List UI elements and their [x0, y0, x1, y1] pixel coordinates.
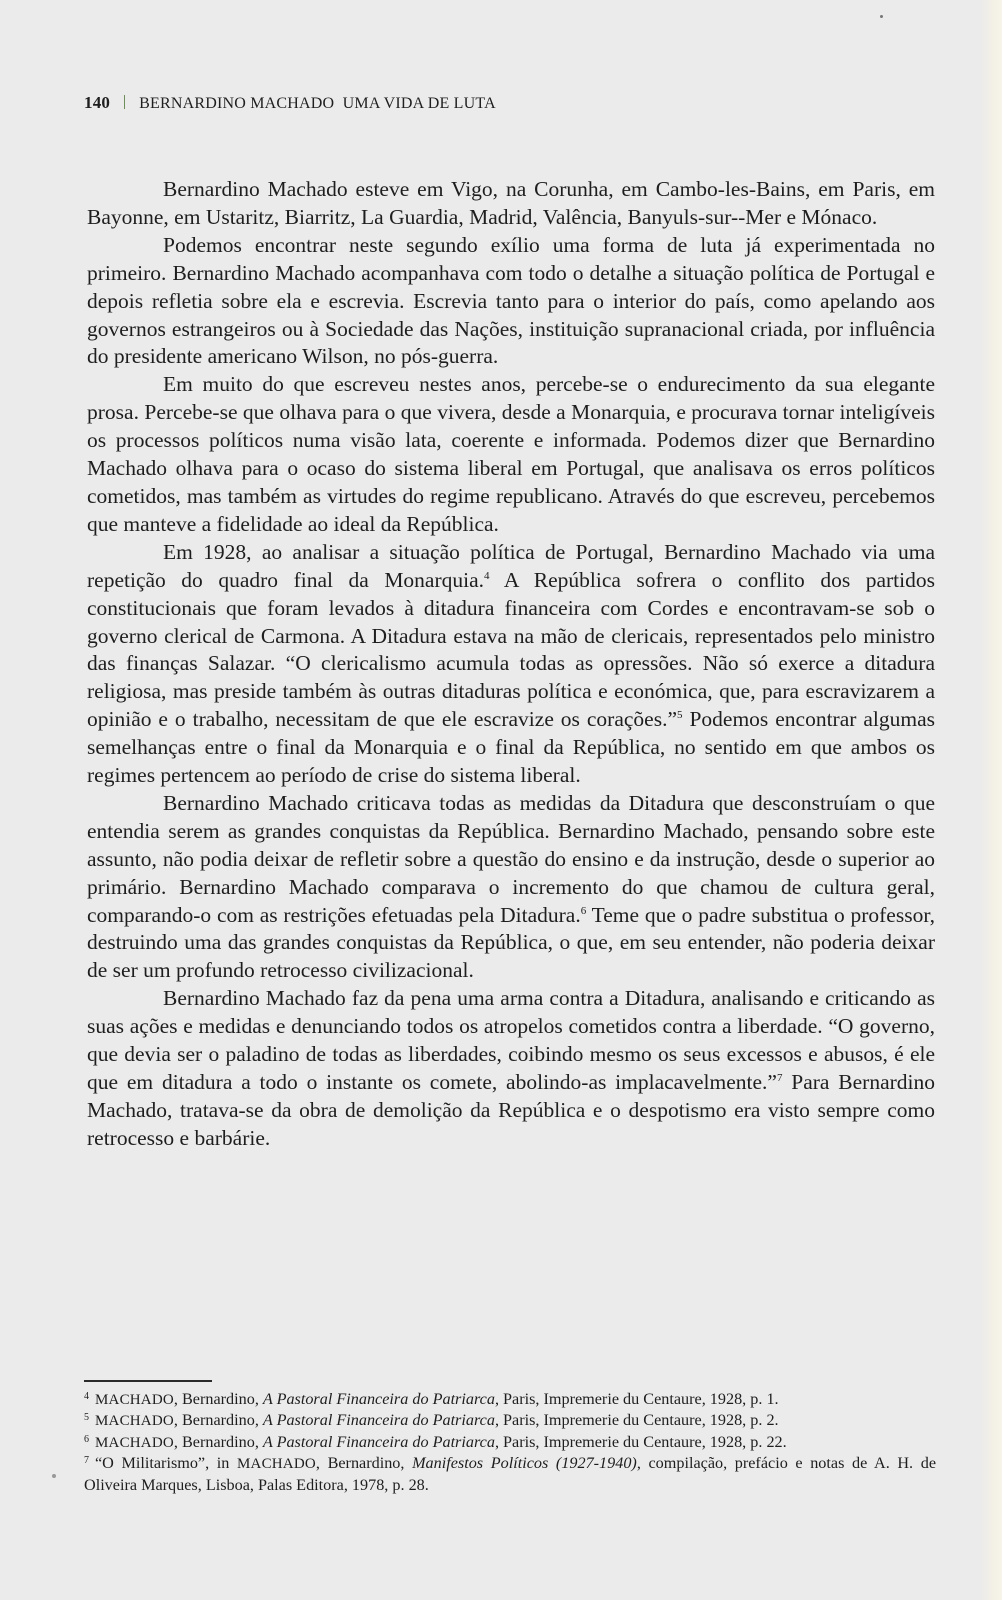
footnote-number: 5	[84, 1412, 89, 1424]
footnote-text: , Paris, Impremerie du Centaure, 1928, p. 1.	[494, 1390, 779, 1408]
footnote-author: MACHADO	[95, 1413, 174, 1430]
running-header	[84, 93, 496, 113]
paragraph	[87, 985, 935, 1152]
footnote-number: 6	[84, 1433, 89, 1445]
footnote-text: , compilação, prefácio e notas de A. H. de Oliveira Marques, Lisboa, Palas Editora, 1978, p. 28.	[84, 1454, 936, 1494]
paragraph-text: Podemos encontrar algumas semelhanças entre o final da Monarquia e o final da República, no sentido em que ambos os regimes pertencem ao período de crise do sistema liberal.	[87, 707, 936, 788]
page-edge-shadow	[980, 0, 1002, 1600]
footnote-ref[interactable]: 5	[677, 709, 683, 722]
footnote-text: , Paris, Impremerie du Centaure, 1928, p. 22.	[494, 1432, 787, 1451]
body-text	[87, 176, 935, 1153]
footnote-ref[interactable]: 6	[580, 904, 587, 917]
footnote-divider	[84, 1380, 212, 1382]
footnote-7	[84, 1453, 936, 1495]
paragraph-text: A República sofrera o conflito dos partidos constitucionais que foram levados à ditadura financeira com Cordes e encontravam-se sob o governo clerical de Carmona. A Ditadura estava na mão de clericais, representados pelo ministro das finanças Salazar. “O clericalismo acumula todas as opressões. Não só exerce a ditadura religiosa, mas preside também às outras ditaduras política e económica, que, para escravizarem a opinião e o trabalho, necessitam de que ele escravize os corações.”	[87, 567, 935, 732]
footnote-title: Manifestos Políticos (1927-1940)	[412, 1454, 637, 1473]
footnote-6	[84, 1432, 936, 1453]
footnote-ref[interactable]: 7	[776, 1072, 783, 1084]
footnote-number: 4	[84, 1391, 89, 1402]
footnote-text: , Bernardino,	[173, 1432, 263, 1451]
paragraph-text: Em 1928, ao analisar a situação política de Portugal, Bernardino Machado via uma repetição do quadro final da Monarquia.	[87, 539, 935, 592]
footnote-number: 7	[84, 1455, 89, 1467]
footnote-author: MACHADO	[237, 1456, 316, 1473]
footnote-text: , Bernardino,	[173, 1411, 263, 1430]
paragraph: Em muito do que escreveu nestes anos, percebe-se o endurecimento da sua elegante prosa. Percebe-se que olhava para o que vivera, desde a Monarquia, e procurava tornar inteligíveis os processos políticos numa visão lata, coerente e informada. Podemos dizer que Bernardino Machado olhava para o ocaso do sistema liberal em Portugal, que analisava os erros políticos cometidos, mas também as virtudes do regime republicano. Através do que escreveu, percebemos que manteve a fidelidade ao ideal da República.	[87, 372, 935, 536]
paragraph-text: Bernardino Machado criticava todas as medidas da Ditadura que desconstruíam o que entendia serem as grandes conquistas da República. Bernardino Machado, pensando sobre este assunto, não podia deixar de refletir sobre a questão do ensino e da instrução, desde o superior ao primário. Bernardino Machado comparava o incremento do que chamou de cultura geral, comparando-o com as restrições efetuadas pela Ditadura.	[87, 790, 935, 927]
footnote-title: A Pastoral Financeira do Patriarca	[262, 1411, 495, 1430]
footnote-ref[interactable]: 4	[484, 569, 490, 582]
footnote-text: “O Militarismo”, in	[95, 1454, 237, 1473]
scan-speck	[880, 15, 883, 18]
footnote-author: MACHADO	[95, 1434, 174, 1451]
paragraph: Bernardino Machado esteve em Vigo, na Corunha, em Cambo-les-Bains, em Paris, em Bayonne, em Ustaritz, Biarritz, La Guardia, Madrid, Valência, Banyuls-sur--Mer e Mónaco.	[87, 177, 935, 229]
footnote-text: , Bernardino,	[315, 1454, 413, 1473]
paragraph-text: Bernardino Machado faz da pena uma arma contra a Ditadura, analisando e criticando as suas ações e medidas e denunciando todos os atropelos cometidos contra a liberdade. “O governo, que devia ser o paladino de todas as liberdades, coibindo mesmo os seus excessos e abusos, é ele que em ditadura a todo o instante os comete, abolindo-as implacavelmente.”	[87, 986, 935, 1094]
paragraph-text: Para Bernardino Machado, tratava-se da obra de demolição da República e o despotismo era visto sempre como retrocesso e barbárie.	[87, 1070, 936, 1150]
footnote-4	[84, 1389, 936, 1410]
footnote-5	[84, 1410, 936, 1431]
paragraph	[87, 790, 935, 985]
paragraph	[87, 539, 935, 790]
book-title: BERNARDINO MACHADO UMA VIDA DE LUTA	[139, 95, 496, 112]
footnote-text: , Bernardino,	[173, 1390, 263, 1408]
paragraph: Podemos encontrar neste segundo exílio uma forma de luta já experimentada no primeiro. Bernardino Machado acompanhava com todo o detalhe a situação política de Portugal e depois refletia sobre ela e escrevia. Escrevia tanto para o interior do país, como apelando aos governos estrangeiros ou à Sociedade das Nações, instituição supranacional criada, por influência do presidente americano Wilson, no pós-guerra.	[87, 232, 935, 369]
scan-speck	[52, 1474, 56, 1478]
footnotes	[84, 1389, 936, 1495]
page-number: 140	[84, 93, 111, 112]
footnote-title: A Pastoral Financeira do Patriarca	[262, 1390, 495, 1408]
footnote-title: A Pastoral Financeira do Patriarca	[262, 1432, 495, 1451]
header-separator	[124, 95, 125, 109]
footnote-author: MACHADO	[95, 1392, 174, 1408]
footnote-text: , Paris, Impremerie du Centaure, 1928, p. 2.	[494, 1411, 779, 1430]
paragraph-text: Teme que o padre substitua o professor, destruindo uma das grandes conquistas da República, o que, em seu entender, não poderia deixar de ser um profundo retrocesso civilizacional.	[87, 902, 935, 983]
